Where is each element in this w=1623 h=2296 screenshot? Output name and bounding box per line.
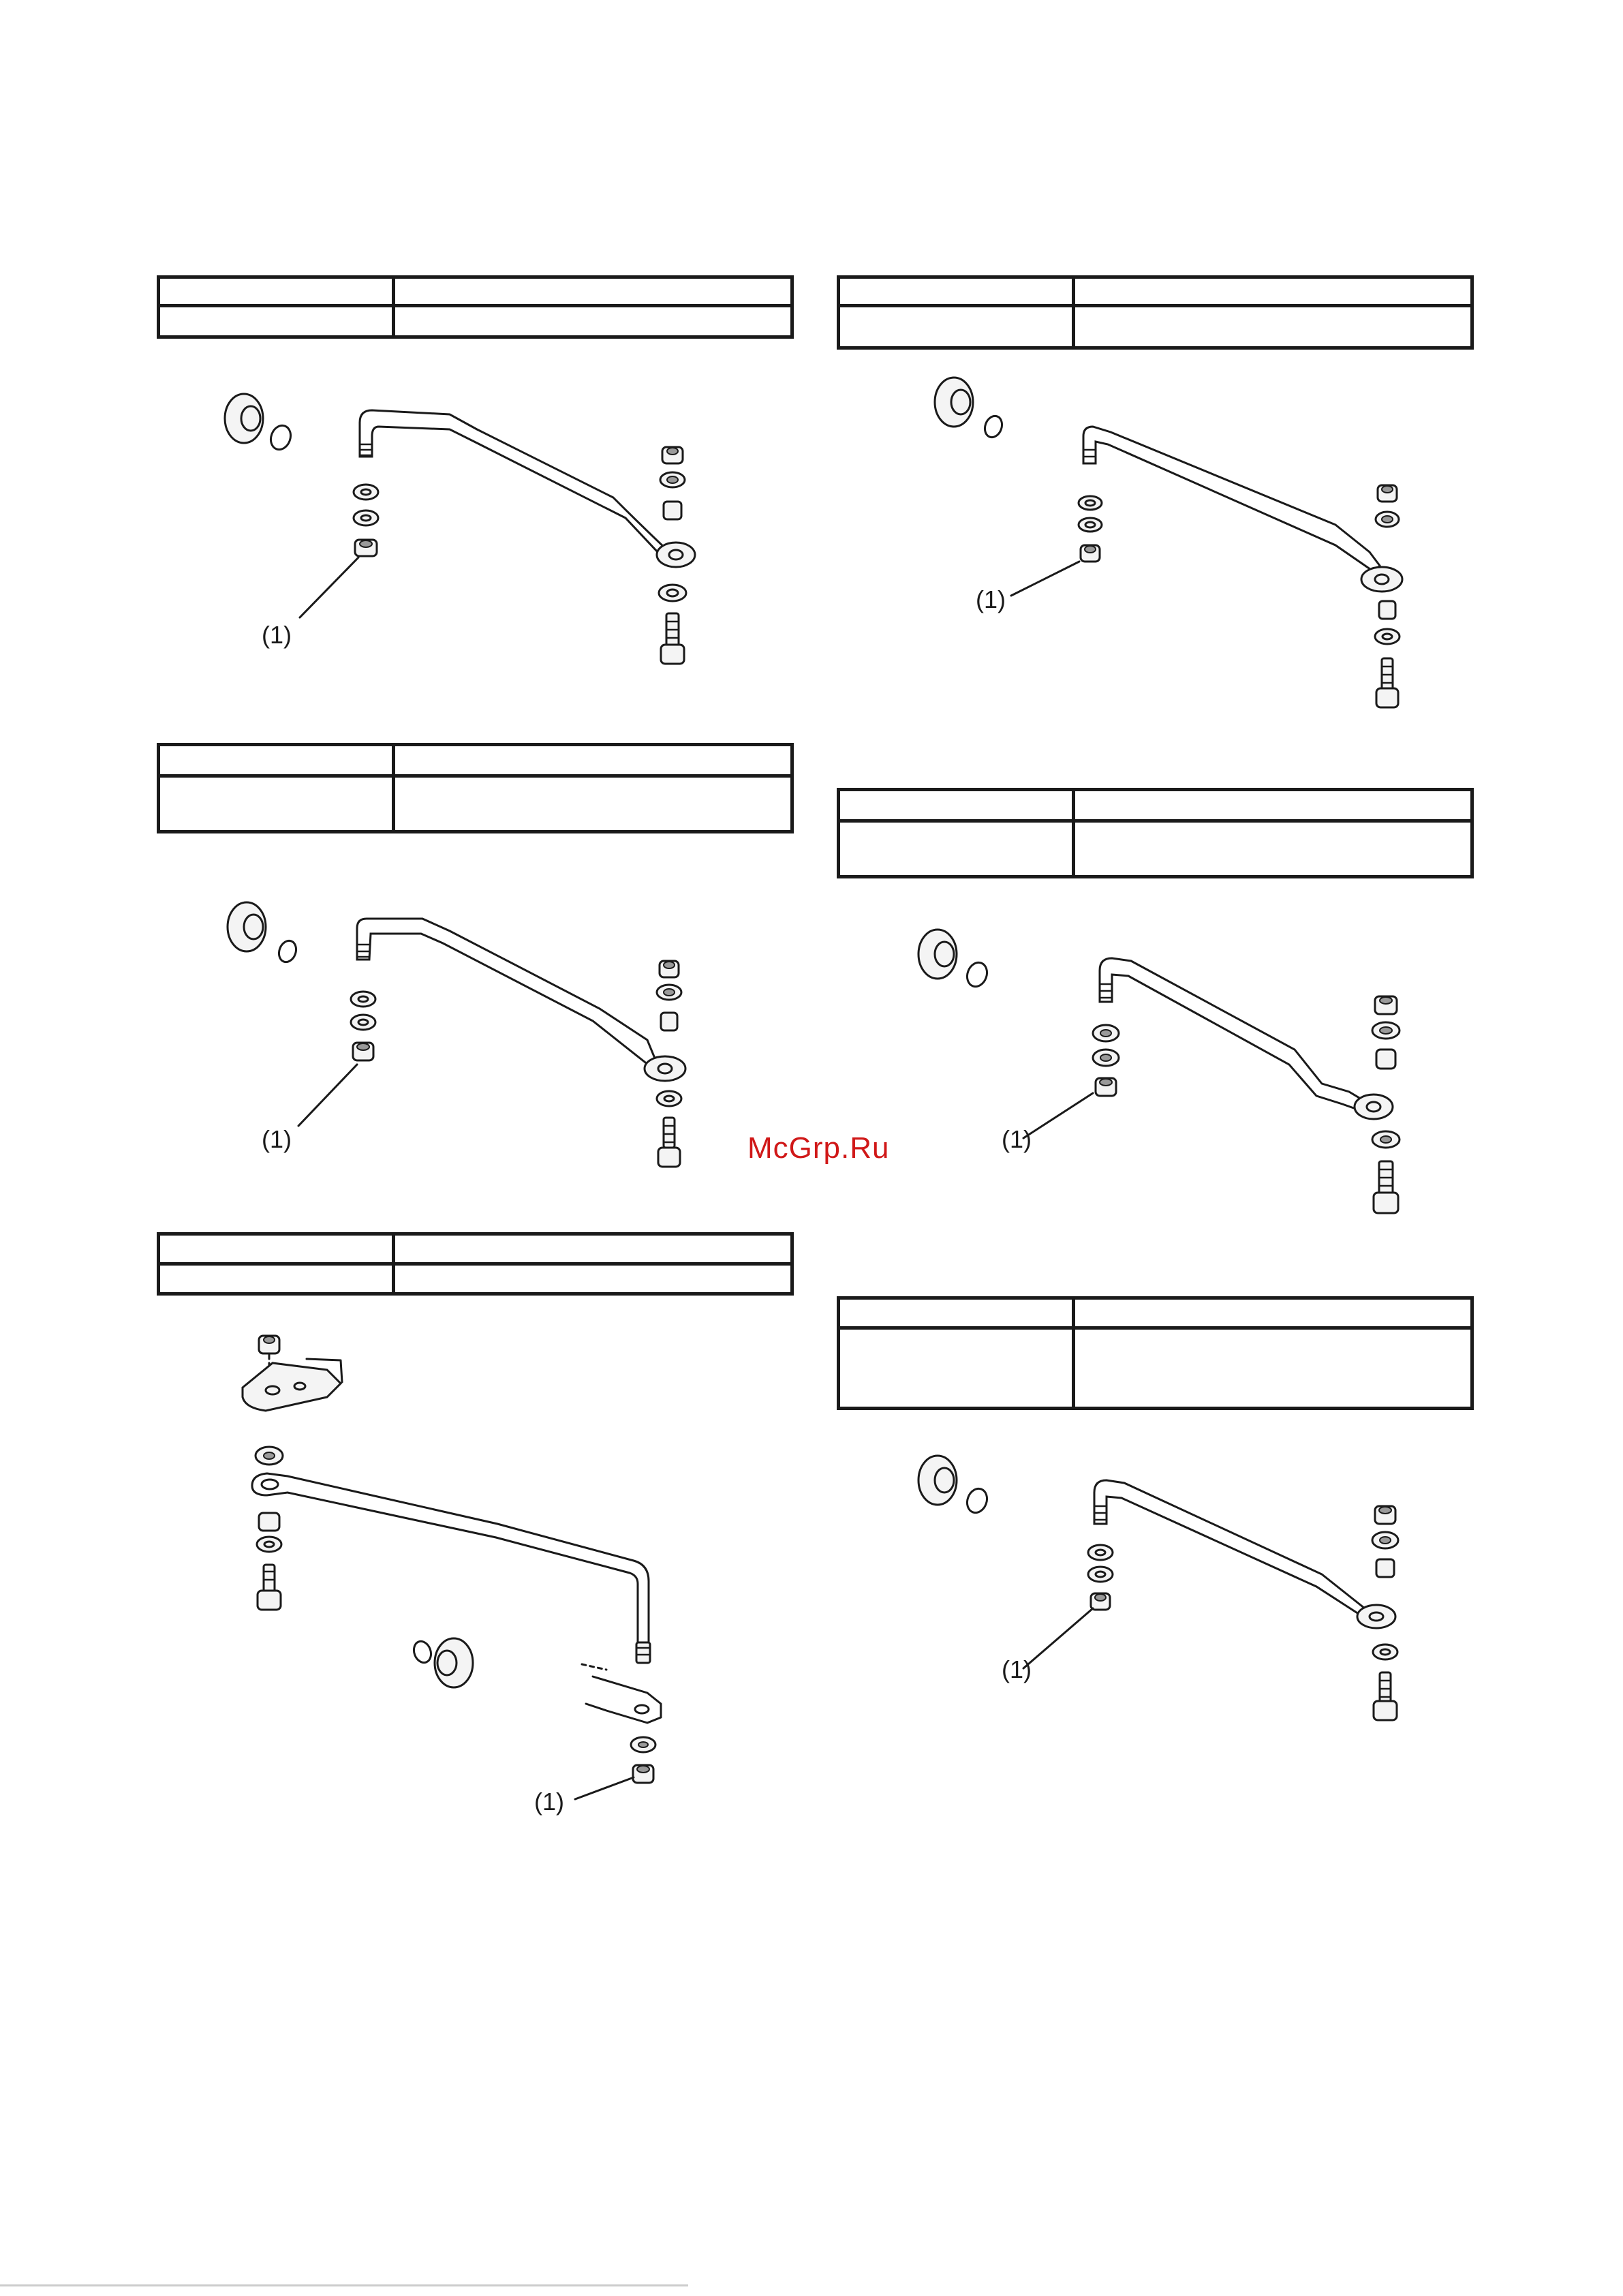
spec-f-label-1	[839, 1298, 1074, 1328]
spec-d-label-2	[839, 821, 1074, 877]
spec-table-b	[837, 275, 1474, 350]
spec-d-label-1	[839, 790, 1074, 821]
spec-f-value-1	[1074, 1298, 1472, 1328]
page-bottom-rule	[0, 2284, 688, 2286]
spec-a-label-2	[159, 306, 394, 337]
arm-lever-icon	[582, 1664, 661, 1723]
spec-table-a	[157, 275, 794, 339]
spec-f-value-2	[1074, 1328, 1472, 1409]
spec-b-value-1	[1074, 277, 1472, 306]
leader-line	[298, 1065, 357, 1126]
link-rod-icon	[357, 919, 685, 1081]
link-rod-drawing-f	[899, 1438, 1444, 1758]
link-rod-diagram-f	[899, 1438, 1444, 1758]
link-rod-diagram-d	[899, 913, 1444, 1247]
link-rod-icon	[1094, 1480, 1395, 1628]
link-rod-diagram-e	[225, 1322, 743, 1840]
spec-d-value-1	[1074, 790, 1472, 821]
grommet-icon	[918, 1456, 990, 1516]
spec-e-label-2	[159, 1264, 394, 1294]
spec-f-label-2	[839, 1328, 1074, 1409]
leader-line	[300, 557, 358, 617]
link-rod-diagram-a	[204, 382, 722, 688]
link-rod-drawing-b	[899, 361, 1444, 729]
washer-stack-left-icon	[1079, 496, 1102, 562]
spec-e-label-1	[159, 1234, 394, 1264]
spec-table-e	[157, 1232, 794, 1296]
spec-b-value-2	[1074, 306, 1472, 348]
spec-b-label-1	[839, 277, 1074, 306]
washer-stack-left-icon	[1088, 1545, 1113, 1610]
grommet-icon	[411, 1638, 473, 1687]
callout-part-1: (1)	[976, 585, 1006, 613]
link-rod-drawing-d	[899, 913, 1444, 1247]
washer-stack-left-icon	[354, 485, 378, 556]
link-rod-diagram-b	[899, 361, 1444, 729]
spec-c-label-1	[159, 745, 394, 776]
watermark: McGrp.Ru	[747, 1131, 890, 1165]
leader-line	[1023, 1093, 1093, 1138]
spec-d-value-2	[1074, 821, 1472, 877]
callout-part-1: (1)	[262, 1125, 292, 1153]
link-rod-drawing-e	[225, 1322, 743, 1840]
callout-part-1: (1)	[262, 621, 292, 649]
hardware-stack-right-icon	[631, 1737, 655, 1783]
callout-part-1: (1)	[534, 1788, 564, 1816]
hardware-stack-left-icon	[257, 1513, 281, 1610]
grommet-icon	[228, 902, 299, 964]
spec-table-d	[837, 788, 1474, 878]
spec-a-value-2	[394, 306, 792, 337]
bracket-icon	[243, 1336, 342, 1465]
leader-line	[575, 1777, 634, 1799]
spec-c-value-1	[394, 745, 792, 776]
link-rod-icon	[252, 1473, 650, 1663]
washer-stack-left-icon	[1093, 1025, 1119, 1096]
spec-e-value-2	[394, 1264, 792, 1294]
callout-part-1: (1)	[1002, 1655, 1032, 1683]
spec-table-c	[157, 743, 794, 833]
grommet-icon	[935, 378, 1005, 440]
grommet-icon	[225, 394, 294, 453]
link-rod-icon	[1083, 427, 1402, 592]
spec-a-value-1	[394, 277, 792, 306]
spec-e-value-1	[394, 1234, 792, 1264]
callout-part-1: (1)	[1002, 1125, 1032, 1153]
spec-c-label-2	[159, 776, 394, 832]
spec-table-f	[837, 1296, 1474, 1410]
leader-line	[1023, 1608, 1093, 1668]
leader-line	[1011, 562, 1079, 596]
spec-b-label-2	[839, 306, 1074, 348]
link-rod-icon	[360, 410, 695, 567]
hardware-stack-right-icon	[1375, 485, 1400, 707]
link-rod-icon	[1100, 958, 1393, 1119]
spec-a-label-1	[159, 277, 394, 306]
spec-c-value-2	[394, 776, 792, 832]
washer-stack-left-icon	[351, 992, 375, 1060]
grommet-icon	[918, 930, 990, 990]
link-rod-diagram-c	[204, 886, 722, 1199]
